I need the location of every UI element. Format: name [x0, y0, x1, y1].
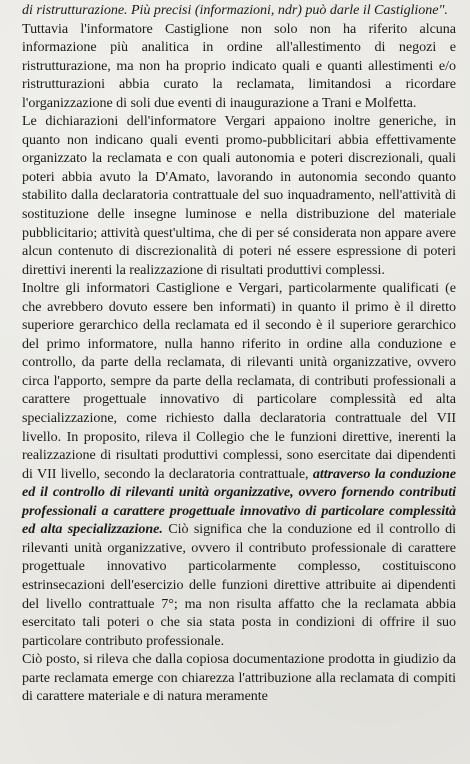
paragraph-text: Ciò posto, si rileva che dalla copiosa documentazione prodotta in giudizio da parte reclamata emerge con chiarezza l'attribuzione alla reclamata di compiti di carattere materiale e di natura meramente — [22, 651, 456, 705]
paragraph-informatori-qualificati — [22, 279, 456, 650]
paragraph-text: Tuttavia l'informatore Castiglione non solo non ha riferito alcuna informazione più analitica in ordine all'allestimento di negozi e ristrutturazione, ma non ha proprio indicato quali e quanti allestimenti e/o ristrutturazioni abbia curato la reclamata, limitandosi a ricordare l'organizzazione di soli due eventi di inaugurazione a Trani e Molfetta. — [22, 20, 456, 111]
page-header-line: di ristrutturazione. Più precisi (informazioni, ndr) può darle il Castiglione". — [22, 2, 448, 18]
paragraph-text: Le dichiarazioni dell'informatore Vergari appaiono inoltre generiche, in quanto non indicano quali eventi promo-pubblicitari abbia effettivamente organizzato la reclamata e con quali autonomia e poteri discrezionali, quali poteri abbia avuto la D'Amato, lavorando in autonomia secondo quanto stabilito dalla declaratoria contrattuale del suo inquadramento, nell'attività di sostituzione delle insegne luminose e nella distribuzione del materiale pubblicitario; attività quest'ultima, che di per sé considerata non appare avere alcun contenuto di discrezionalità di poteri né essere espressione di poteri direttivi inerenti la realizzazione di risultati produttivi complessi. — [22, 113, 456, 278]
paragraph-vergari-declarations — [22, 112, 456, 279]
paragraph-text: Inoltre gli informatori Castiglione e Vergari, particolarmente qualificati (e che avrebbero dovuto essere ben informati) in quanto il primo è il diretto superiore gerarchico della reclamata ed il secondo è il superiore gerarchico del primo informatore, nulla hanno riferito in ordine alla conduzione e controllo, da parte della reclamata, di rilevanti unità organizzative, ovvero circa l'apporto, sempre da parte della reclamata, di contributi professionali a carattere progettuale innovativo di particolare complessità ed alta specializzazione, come richiesto dalla declaratoria contrattuale del VII livello. In proposito, rileva il Collegio che le funzioni direttive, inerenti la realizzazione di risultati produttivi complessi, sono esercitate dai dipendenti di VII livello, secondo la declaratoria contrattuale, — [22, 280, 456, 482]
paragraph-text: Ciò significa che la conduzione ed il controllo di rilevanti unità organizzative, ovvero il contributo professionale di carattere progettuale innovativo particolarmente complesso, costituiscono estrinsecazioni dell'esercizio delle funzioni direttive attribuite ai dipendenti del livello contrattuale 7°; ma non risulta affatto che la reclamata abbia esercitato tali poteri o che sia stata posta in condizioni di offrire il suo particolare contributo professionale. — [22, 521, 456, 649]
paragraph-castiglione-info — [22, 20, 456, 113]
paragraph-documentazione — [22, 650, 456, 706]
emphasized-declaratoria-text: attraverso la conduzione ed il controllo di rilevanti unità organizzative, ovvero fornendo contributi professionali a carattere progettuale innovativo di particolare complessità ed alta specializzazione. — [22, 465, 456, 538]
